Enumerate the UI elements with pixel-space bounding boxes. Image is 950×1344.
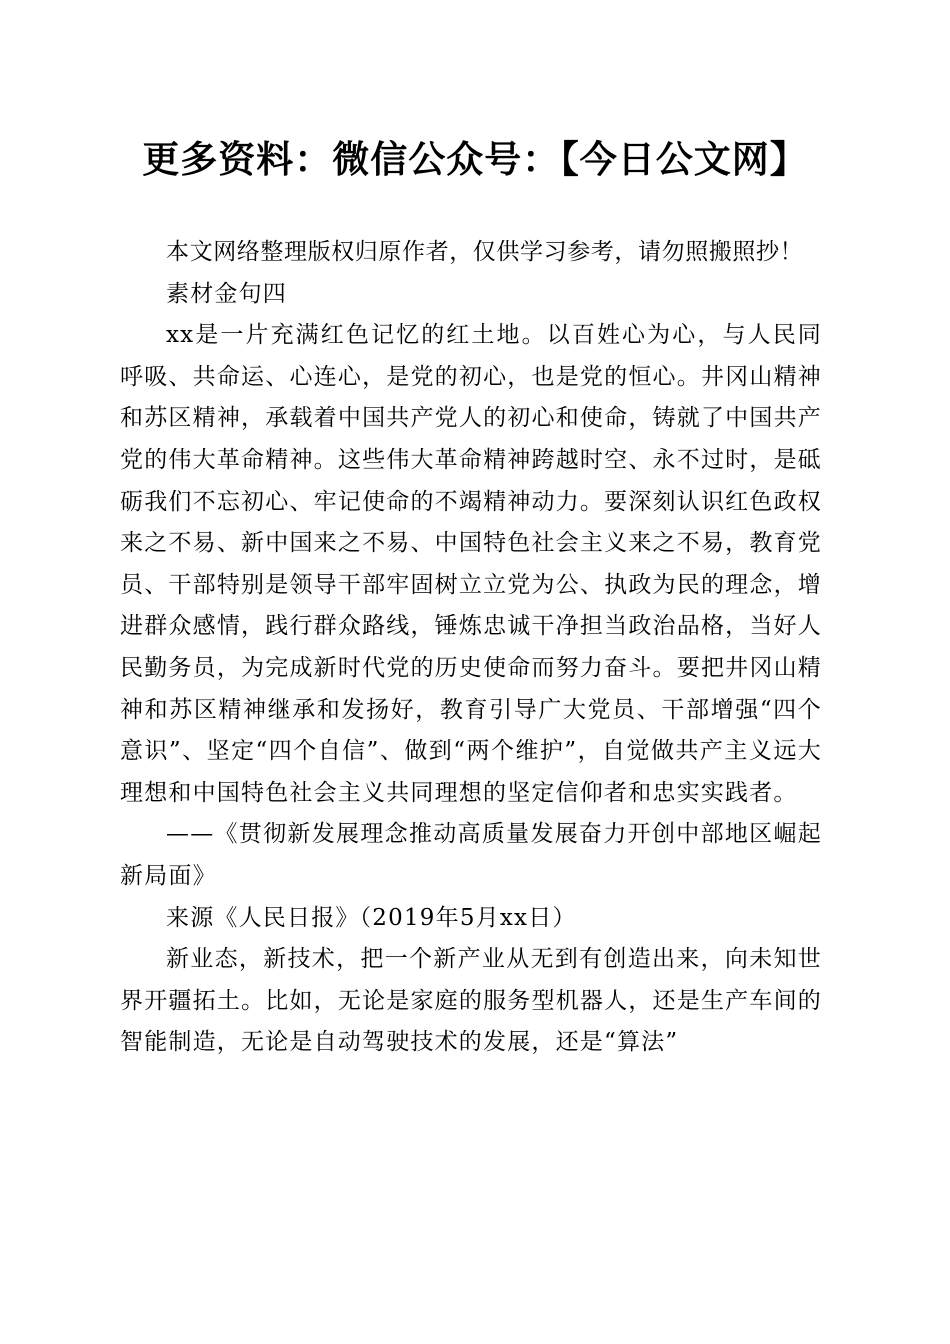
copyright-notice: 本文网络整理版权归原作者，仅供学习参考，请勿照搬照抄！ [166, 239, 804, 265]
body-paragraph: xx是一片充满红色记忆的红土地。以百姓心为心，与人民同呼吸、共命运、心连心，是党的初心，也是党的恒心。井冈山精神和苏区精神，承载着中国共产党人的初心和使命，铸就了中国共产党的伟大革命精神。这些伟大革命精神跨越时空、永不过时，是砥砺我们不忘初心、牢记使命的不竭精神动力。要深刻认识红色政权来之不易、新中国来之不易、中国特色社会主义来之不易，教育党员、干部特别是领导干部牢固树立立党为公、执政为民的理念，增进群众感情，践行群众路线，锤炼忠诚干净担当政治品格，当好人民勤务员，为完成新时代党的历史使命而努力奋斗。要把井冈山精神和苏区精神继承和发扬好，教育引导广大党员、干部增强“四个意识”、坚定“四个自信”、做到“两个维护”，自觉做共产主义远大理想和中国特色社会主义共同理想的坚定信仰者和忠实实践者。 [120, 322, 822, 806]
citation-line: ——《贯彻新发展理念推动高质量发展奋力开创中部地区崛起新局面》 [120, 821, 822, 889]
source-line: 来源《人民日报》（2019年5月xx日） [166, 904, 577, 931]
body-paragraph: 新业态，新技术，把一个新产业从无到有创造出来，向未知世界开疆拓土。比如，无论是家庭的服务型机器人，还是生产车间的智能制造，无论是自动驾驶技术的发展，还是“算法” [120, 946, 822, 1056]
document-title: 更多资料：微信公众号：【今日公文网】 [142, 138, 808, 181]
section-heading: 素材金句四 [166, 280, 287, 307]
document-body [120, 232, 822, 1064]
